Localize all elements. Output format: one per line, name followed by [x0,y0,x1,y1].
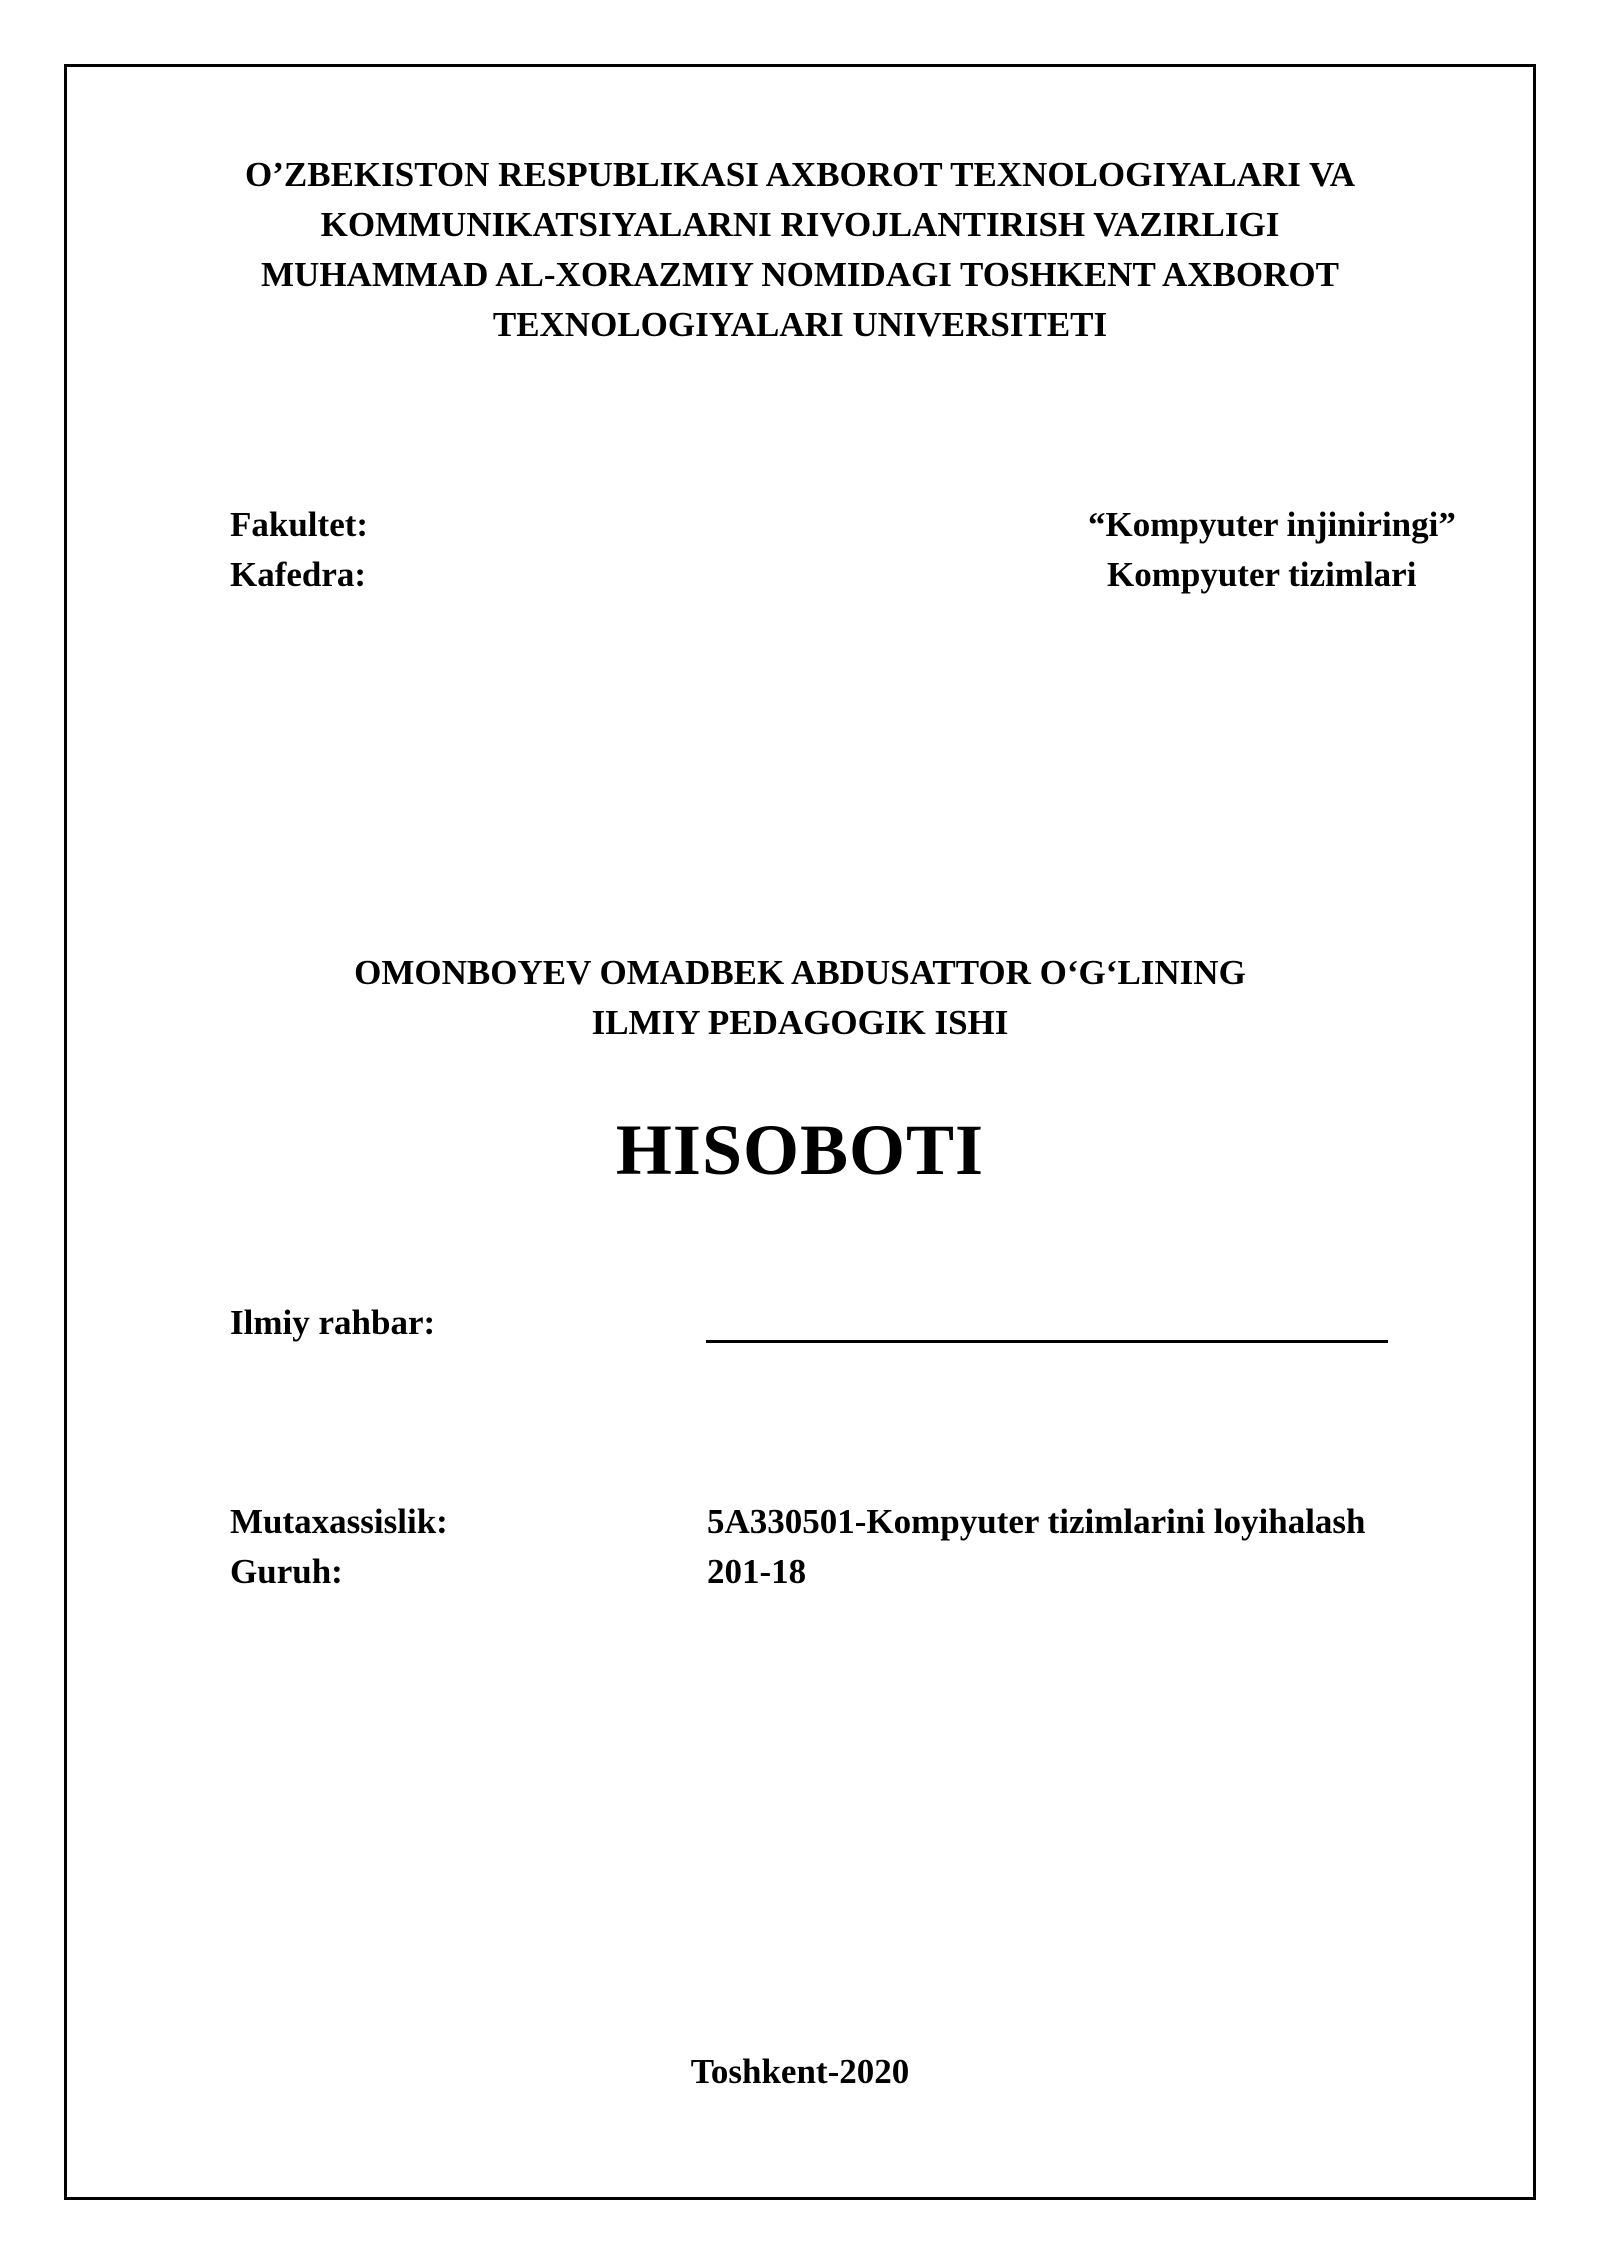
faculty-label: Fakultet: [230,505,369,544]
group-value: 201-18 [707,1552,807,1591]
work-type: ILMIY PEDAGOGIK ISHI [591,1003,1009,1042]
signature-line [706,1340,1388,1343]
student-name: OMONBOYEV OMADBEK ABDUSATTOR O‘G‘LINING [354,953,1246,992]
student-name-block [0,948,1600,1048]
specialty-label: Mutaxassislik: [230,1502,448,1541]
header-line-2: KOMMUNIKATSIYALARNI RIVOJLANTIRISH VAZIRLIGI [320,205,1280,244]
specialty-value: 5A330501-Kompyuter tizimlarini loyihalash [707,1502,1366,1541]
header-line-3: MUHAMMAD AL-XORAZMIY NOMIDAGI TOSHKENT AXBOROT [261,255,1339,294]
place-year: Toshkent-2020 [690,2052,910,2091]
group-label: Guruh: [230,1552,343,1591]
header-line-1: O’ZBEKISTON RESPUBLIKASI AXBOROT TEXNOLOGIYALARI VA [245,155,1355,194]
supervisor-label: Ilmiy rahbar: [230,1303,436,1342]
faculty-value: “Kompyuter injiniringi” [1088,505,1456,544]
department-value: Kompyuter tizimlari [1107,555,1417,594]
document-title: HISOBOTI [615,1110,985,1190]
header-line-4: TEXNOLOGIYALARI UNIVERSITETI [492,305,1108,344]
department-label: Kafedra: [230,555,367,594]
institution-header [0,150,1600,350]
